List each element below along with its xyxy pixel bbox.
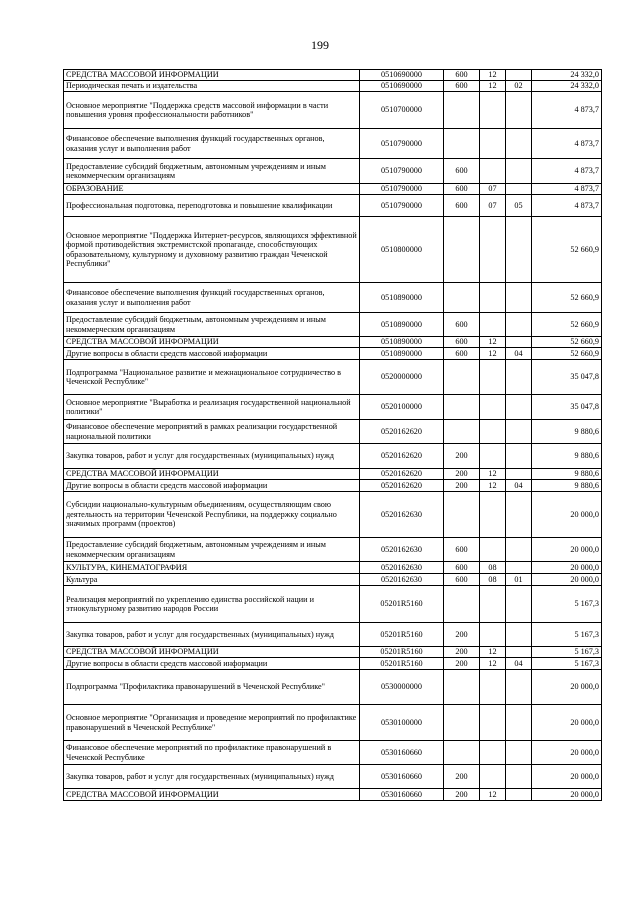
row-section-cell: 08 <box>480 574 506 586</box>
row-amount-cell: 20 000,0 <box>532 789 602 801</box>
table-row <box>64 647 602 658</box>
row-section-cell: 08 <box>480 562 506 574</box>
table-row <box>64 283 602 313</box>
row-section-cell: 12 <box>480 337 506 348</box>
row-name-cell: Подпрограмма "Национальное развитие и межнациональное сотрудничество в Чеченской Республике" <box>64 360 360 395</box>
table-row <box>64 217 602 283</box>
row-amount-cell: 35 047,8 <box>532 395 602 420</box>
row-name-cell: СРЕДСТВА МАССОВОЙ ИНФОРМАЦИИ <box>64 469 360 480</box>
row-section-cell <box>480 360 506 395</box>
table-row <box>64 444 602 469</box>
row-expense-type-cell: 200 <box>444 658 480 670</box>
row-subsection-cell <box>506 184 532 195</box>
row-section-cell: 12 <box>480 480 506 492</box>
row-amount-cell: 5 167,3 <box>532 647 602 658</box>
row-amount-cell: 20 000,0 <box>532 492 602 538</box>
row-name-cell: СРЕДСТВА МАССОВОЙ ИНФОРМАЦИИ <box>64 647 360 658</box>
row-target-code-cell: 0520162630 <box>360 562 444 574</box>
row-target-code-cell: 0510800000 <box>360 217 444 283</box>
row-subsection-cell <box>506 444 532 469</box>
row-name-cell: Предоставление субсидий бюджетным, автономным учреждениям и иным некоммерческим организациям <box>64 313 360 337</box>
row-expense-type-cell: 600 <box>444 574 480 586</box>
row-subsection-cell <box>506 159 532 184</box>
row-expense-type-cell <box>444 670 480 705</box>
table-row <box>64 92 602 129</box>
table-row <box>64 420 602 444</box>
row-subsection-cell <box>506 217 532 283</box>
row-section-cell <box>480 670 506 705</box>
row-name-cell: Подпрограмма "Профилактика правонарушений в Чеченской Республике" <box>64 670 360 705</box>
row-expense-type-cell <box>444 420 480 444</box>
row-target-code-cell: 0520162620 <box>360 420 444 444</box>
row-expense-type-cell <box>444 92 480 129</box>
row-subsection-cell <box>506 337 532 348</box>
row-subsection-cell <box>506 420 532 444</box>
row-amount-cell: 4 873,7 <box>532 129 602 159</box>
row-section-cell <box>480 444 506 469</box>
table-row <box>64 705 602 741</box>
row-name-cell: КУЛЬТУРА, КИНЕМАТОГРАФИЯ <box>64 562 360 574</box>
row-section-cell: 12 <box>480 658 506 670</box>
row-target-code-cell: 05201R5160 <box>360 586 444 623</box>
table-row <box>64 184 602 195</box>
row-expense-type-cell <box>444 492 480 538</box>
row-amount-cell: 20 000,0 <box>532 574 602 586</box>
table-row <box>64 348 602 360</box>
row-expense-type-cell: 200 <box>444 623 480 647</box>
row-subsection-cell <box>506 647 532 658</box>
row-subsection-cell <box>506 741 532 765</box>
row-amount-cell: 52 660,9 <box>532 283 602 313</box>
row-name-cell: Закупка товаров, работ и услуг для государственных (муниципальных) нужд <box>64 444 360 469</box>
row-section-cell <box>480 492 506 538</box>
row-subsection-cell <box>506 313 532 337</box>
row-target-code-cell: 0510690000 <box>360 81 444 92</box>
row-target-code-cell: 05201R5160 <box>360 647 444 658</box>
row-subsection-cell <box>506 586 532 623</box>
row-expense-type-cell: 600 <box>444 538 480 562</box>
row-target-code-cell: 0510890000 <box>360 337 444 348</box>
row-expense-type-cell <box>444 741 480 765</box>
row-section-cell <box>480 283 506 313</box>
row-section-cell <box>480 129 506 159</box>
row-section-cell <box>480 586 506 623</box>
row-amount-cell: 4 873,7 <box>532 159 602 184</box>
row-name-cell: Субсидии национально-культурным объединениям, осуществляющим свою деятельность на территории Чеченской Республики, на поддержку социально значимых программ (проектов) <box>64 492 360 538</box>
page-number: 199 <box>311 38 329 52</box>
table-row <box>64 337 602 348</box>
row-amount-cell: 52 660,9 <box>532 348 602 360</box>
row-section-cell <box>480 705 506 741</box>
row-subsection-cell <box>506 92 532 129</box>
row-expense-type-cell: 200 <box>444 789 480 801</box>
row-expense-type-cell: 200 <box>444 765 480 789</box>
table-row <box>64 789 602 801</box>
row-target-code-cell: 0520162620 <box>360 469 444 480</box>
row-target-code-cell: 0520162620 <box>360 444 444 469</box>
row-name-cell: Закупка товаров, работ и услуг для государственных (муниципальных) нужд <box>64 765 360 789</box>
row-name-cell: Основное мероприятие "Организация и проведение мероприятий по профилактике правонарушений в Чеченской Республике" <box>64 705 360 741</box>
row-expense-type-cell: 600 <box>444 562 480 574</box>
row-section-cell <box>480 217 506 283</box>
row-amount-cell: 9 880,6 <box>532 469 602 480</box>
row-subsection-cell: 02 <box>506 81 532 92</box>
row-section-cell <box>480 623 506 647</box>
row-expense-type-cell <box>444 705 480 741</box>
row-amount-cell: 52 660,9 <box>532 313 602 337</box>
row-expense-type-cell <box>444 283 480 313</box>
row-target-code-cell: 0520162630 <box>360 538 444 562</box>
row-name-cell: Реализация мероприятий по укреплению единства российской нации и этнокультурному развитию народов России <box>64 586 360 623</box>
row-target-code-cell: 0530000000 <box>360 670 444 705</box>
table-row <box>64 195 602 217</box>
row-expense-type-cell: 600 <box>444 337 480 348</box>
row-subsection-cell <box>506 129 532 159</box>
row-subsection-cell <box>506 469 532 480</box>
row-target-code-cell: 0530160660 <box>360 741 444 765</box>
table-row <box>64 492 602 538</box>
row-section-cell: 07 <box>480 184 506 195</box>
row-subsection-cell: 04 <box>506 480 532 492</box>
row-name-cell: Финансовое обеспечение мероприятий в рамках реализации государственной национальной политики <box>64 420 360 444</box>
table-row <box>64 538 602 562</box>
row-expense-type-cell: 600 <box>444 313 480 337</box>
row-amount-cell: 20 000,0 <box>532 538 602 562</box>
row-expense-type-cell: 200 <box>444 480 480 492</box>
row-expense-type-cell: 200 <box>444 469 480 480</box>
row-amount-cell: 5 167,3 <box>532 658 602 670</box>
row-target-code-cell: 0510790000 <box>360 184 444 195</box>
row-name-cell: Профессиональная подготовка, переподготовка и повышение квалификации <box>64 195 360 217</box>
row-name-cell: Другие вопросы в области средств массовой информации <box>64 348 360 360</box>
row-name-cell: Предоставление субсидий бюджетным, автономным учреждениям и иным некоммерческим организациям <box>64 159 360 184</box>
row-amount-cell: 5 167,3 <box>532 586 602 623</box>
row-expense-type-cell: 600 <box>444 70 480 81</box>
row-name-cell: Финансовое обеспечение мероприятий по профилактике правонарушений в Чеченской Республике <box>64 741 360 765</box>
row-amount-cell: 52 660,9 <box>532 337 602 348</box>
row-subsection-cell <box>506 283 532 313</box>
row-amount-cell: 24 332,0 <box>532 81 602 92</box>
row-target-code-cell: 0510890000 <box>360 313 444 337</box>
row-subsection-cell <box>506 538 532 562</box>
row-target-code-cell: 05201R5160 <box>360 658 444 670</box>
row-target-code-cell: 0510700000 <box>360 92 444 129</box>
table-row <box>64 658 602 670</box>
row-subsection-cell <box>506 395 532 420</box>
row-amount-cell: 20 000,0 <box>532 765 602 789</box>
row-amount-cell: 4 873,7 <box>532 92 602 129</box>
row-target-code-cell: 0510790000 <box>360 129 444 159</box>
row-expense-type-cell: 200 <box>444 444 480 469</box>
row-target-code-cell: 0510690000 <box>360 70 444 81</box>
row-section-cell <box>480 395 506 420</box>
table-row <box>64 81 602 92</box>
row-subsection-cell <box>506 670 532 705</box>
row-section-cell: 12 <box>480 70 506 81</box>
row-subsection-cell <box>506 360 532 395</box>
row-amount-cell: 24 332,0 <box>532 70 602 81</box>
row-name-cell: Другие вопросы в области средств массовой информации <box>64 658 360 670</box>
row-section-cell: 12 <box>480 348 506 360</box>
row-amount-cell: 5 167,3 <box>532 623 602 647</box>
table-row <box>64 129 602 159</box>
row-amount-cell: 4 873,7 <box>532 184 602 195</box>
table-row <box>64 670 602 705</box>
row-expense-type-cell: 600 <box>444 184 480 195</box>
row-target-code-cell: 0520100000 <box>360 395 444 420</box>
row-name-cell: Периодическая печать и издательства <box>64 81 360 92</box>
row-name-cell: ОБРАЗОВАНИЕ <box>64 184 360 195</box>
row-amount-cell: 20 000,0 <box>532 670 602 705</box>
row-target-code-cell: 0530160660 <box>360 765 444 789</box>
row-expense-type-cell <box>444 395 480 420</box>
row-subsection-cell <box>506 623 532 647</box>
budget-table-body <box>64 70 602 801</box>
row-name-cell: Финансовое обеспечение выполнения функций государственных органов, оказания услуг и выполнения работ <box>64 129 360 159</box>
row-amount-cell: 9 880,6 <box>532 444 602 469</box>
row-amount-cell: 4 873,7 <box>532 195 602 217</box>
row-name-cell: СРЕДСТВА МАССОВОЙ ИНФОРМАЦИИ <box>64 70 360 81</box>
row-target-code-cell: 0530160660 <box>360 789 444 801</box>
row-expense-type-cell <box>444 586 480 623</box>
table-row <box>64 765 602 789</box>
budget-table <box>63 69 602 801</box>
table-row <box>64 395 602 420</box>
row-section-cell <box>480 538 506 562</box>
row-subsection-cell <box>506 765 532 789</box>
table-row <box>64 159 602 184</box>
row-amount-cell: 9 880,6 <box>532 480 602 492</box>
row-amount-cell: 52 660,9 <box>532 217 602 283</box>
row-expense-type-cell: 600 <box>444 81 480 92</box>
row-name-cell: Культура <box>64 574 360 586</box>
row-amount-cell: 20 000,0 <box>532 741 602 765</box>
table-row <box>64 313 602 337</box>
row-target-code-cell: 0520162620 <box>360 480 444 492</box>
row-amount-cell: 20 000,0 <box>532 705 602 741</box>
table-row <box>64 469 602 480</box>
row-subsection-cell: 04 <box>506 658 532 670</box>
row-subsection-cell: 05 <box>506 195 532 217</box>
row-name-cell: Основное мероприятие "Поддержка средств массовой информации в части повышения уровня профессиональности работников" <box>64 92 360 129</box>
row-amount-cell: 35 047,8 <box>532 360 602 395</box>
row-section-cell <box>480 420 506 444</box>
row-section-cell <box>480 159 506 184</box>
row-name-cell: Финансовое обеспечение выполнения функций государственных органов, оказания услуг и выполнения работ <box>64 283 360 313</box>
row-target-code-cell: 0510790000 <box>360 159 444 184</box>
row-section-cell: 12 <box>480 789 506 801</box>
row-subsection-cell: 04 <box>506 348 532 360</box>
row-target-code-cell: 0510890000 <box>360 348 444 360</box>
row-subsection-cell: 01 <box>506 574 532 586</box>
row-expense-type-cell: 200 <box>444 647 480 658</box>
row-subsection-cell <box>506 562 532 574</box>
table-row <box>64 586 602 623</box>
table-row <box>64 360 602 395</box>
row-section-cell <box>480 313 506 337</box>
row-section-cell: 07 <box>480 195 506 217</box>
table-row <box>64 741 602 765</box>
row-subsection-cell <box>506 789 532 801</box>
row-subsection-cell <box>506 70 532 81</box>
row-target-code-cell: 0510890000 <box>360 283 444 313</box>
row-name-cell: СРЕДСТВА МАССОВОЙ ИНФОРМАЦИИ <box>64 337 360 348</box>
row-target-code-cell: 05201R5160 <box>360 623 444 647</box>
row-expense-type-cell <box>444 217 480 283</box>
row-target-code-cell: 0520000000 <box>360 360 444 395</box>
table-row <box>64 623 602 647</box>
row-target-code-cell: 0530100000 <box>360 705 444 741</box>
row-target-code-cell: 0520162630 <box>360 492 444 538</box>
table-row <box>64 562 602 574</box>
row-target-code-cell: 0510790000 <box>360 195 444 217</box>
row-target-code-cell: 0520162630 <box>360 574 444 586</box>
row-name-cell: Закупка товаров, работ и услуг для государственных (муниципальных) нужд <box>64 623 360 647</box>
row-section-cell <box>480 765 506 789</box>
table-row <box>64 480 602 492</box>
row-expense-type-cell <box>444 360 480 395</box>
table-row <box>64 574 602 586</box>
row-subsection-cell <box>506 492 532 538</box>
row-name-cell: Основное мероприятие "Поддержка Интернет-ресурсов, являющихся эффективной формой противодействия экстремистской пропаганде, способствующих образовательному, культурному и духовному развитию граждан Чеченской Республики" <box>64 217 360 283</box>
row-amount-cell: 9 880,6 <box>532 420 602 444</box>
row-expense-type-cell <box>444 129 480 159</box>
table-row <box>64 70 602 81</box>
row-expense-type-cell: 600 <box>444 348 480 360</box>
row-expense-type-cell: 600 <box>444 159 480 184</box>
row-name-cell: Другие вопросы в области средств массовой информации <box>64 480 360 492</box>
row-section-cell: 12 <box>480 647 506 658</box>
row-name-cell: Основное мероприятие "Выработка и реализация государственной национальной политики" <box>64 395 360 420</box>
row-section-cell <box>480 92 506 129</box>
row-expense-type-cell: 600 <box>444 195 480 217</box>
row-section-cell: 12 <box>480 469 506 480</box>
row-subsection-cell <box>506 705 532 741</box>
row-name-cell: СРЕДСТВА МАССОВОЙ ИНФОРМАЦИИ <box>64 789 360 801</box>
row-name-cell: Предоставление субсидий бюджетным, автономным учреждениям и иным некоммерческим организациям <box>64 538 360 562</box>
row-amount-cell: 20 000,0 <box>532 562 602 574</box>
row-section-cell <box>480 741 506 765</box>
row-section-cell: 12 <box>480 81 506 92</box>
